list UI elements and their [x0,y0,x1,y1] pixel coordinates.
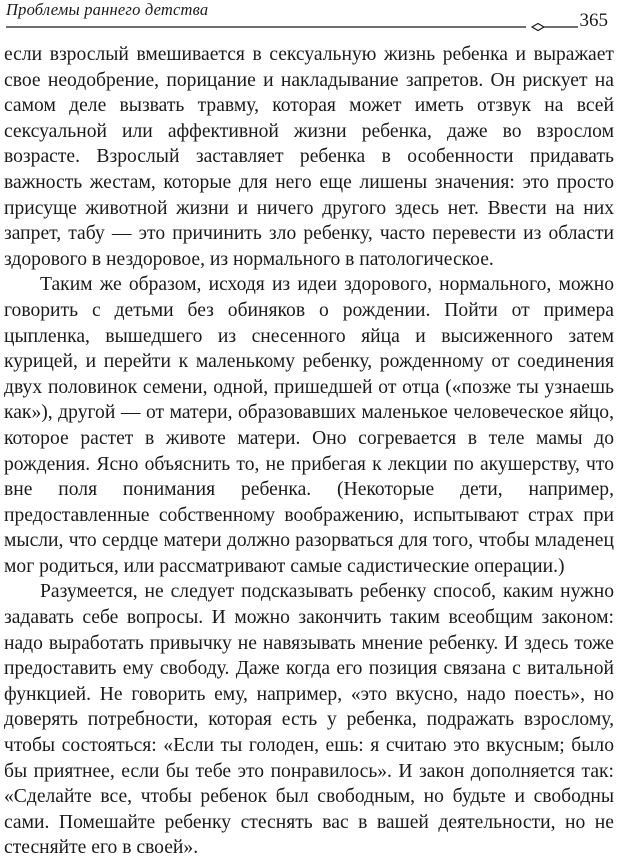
running-head: Проблемы раннего детства [6,0,209,19]
paragraph: Разумеется, не следует подсказывать ребенку способ, каким нужно задавать себе вопросы. И можно закончить таким всеобщим законом: надо выработать привычку не навязывать мнение ребенку. И здесь тоже предоставить ему свободу. Даже когда его позиция связана с витальной функцией. Не говорить ему, например, «это вкусно, надо поесть», но доверять потребности, которая есть у ребенка, подражать взрослому, чтобы состояться: «Если ты голоден, ешь: я считаю это вкусным; было бы приятнее, если бы тебе это понравилось». И закон дополняется так: «Сделайте все, чтобы ребенок был свободным, но будьте и свободны сами. Помешайте ребенку стеснять вас в вашей деятельности, но не стесняйте его в своей». [4,581,614,859]
page-header [0,0,620,40]
rule-diamond-ornament [532,24,544,31]
paragraph-continuation: если взрослый вмешивается в сексуальную жизнь ребенка и выражает свое неодобрение, порицание и накладывание запретов. Он рискует на самом деле вызвать травму, которая может иметь отзвук на всей сексуальной или аффективной жизни ребенка, даже во взрослом возрасте. Взрослый заставляет ребенка в особенности придавать важность жестам, которые для него еще лишены значения: это просто присуще животной жизни и ничего другого здесь нет. Ввести на них запрет, табу — это причинить зло ребенку, часто перевести из области здорового в нездоровое, из нормального в патологическое. [4,44,614,270]
body-text [4,42,614,861]
header-rule-ornament [6,23,578,37]
paragraph: Таким же образом, исходя из идеи здорового, нормального, можно говорить с детьми без обиняков о рождении. Пойти от примера цыпленка, вышедшего из снесенного яйца и высиженного затем курицей, и перейти к маленькому ребенку, рожденному от соединения двух половинок семени, одной, пришедшей от отца («позже ты узнаешь как»), другой — от матери, образовавших маленькое человеческое яйцо, которое растет в животе матери. Оно согревается в теле мамы до рождения. Ясно объяснить то, не прибегая к лекции по акушерству, что вне поля понимания ребенка. (Некоторые дети, например, предоставленные собственному воображению, испытывают страх при мысли, что сердце матери должно разорваться для того, чтобы младенец мог родиться, или рассматривают самые садистические операции.) [4,274,614,577]
page-number: 365 [579,10,608,31]
